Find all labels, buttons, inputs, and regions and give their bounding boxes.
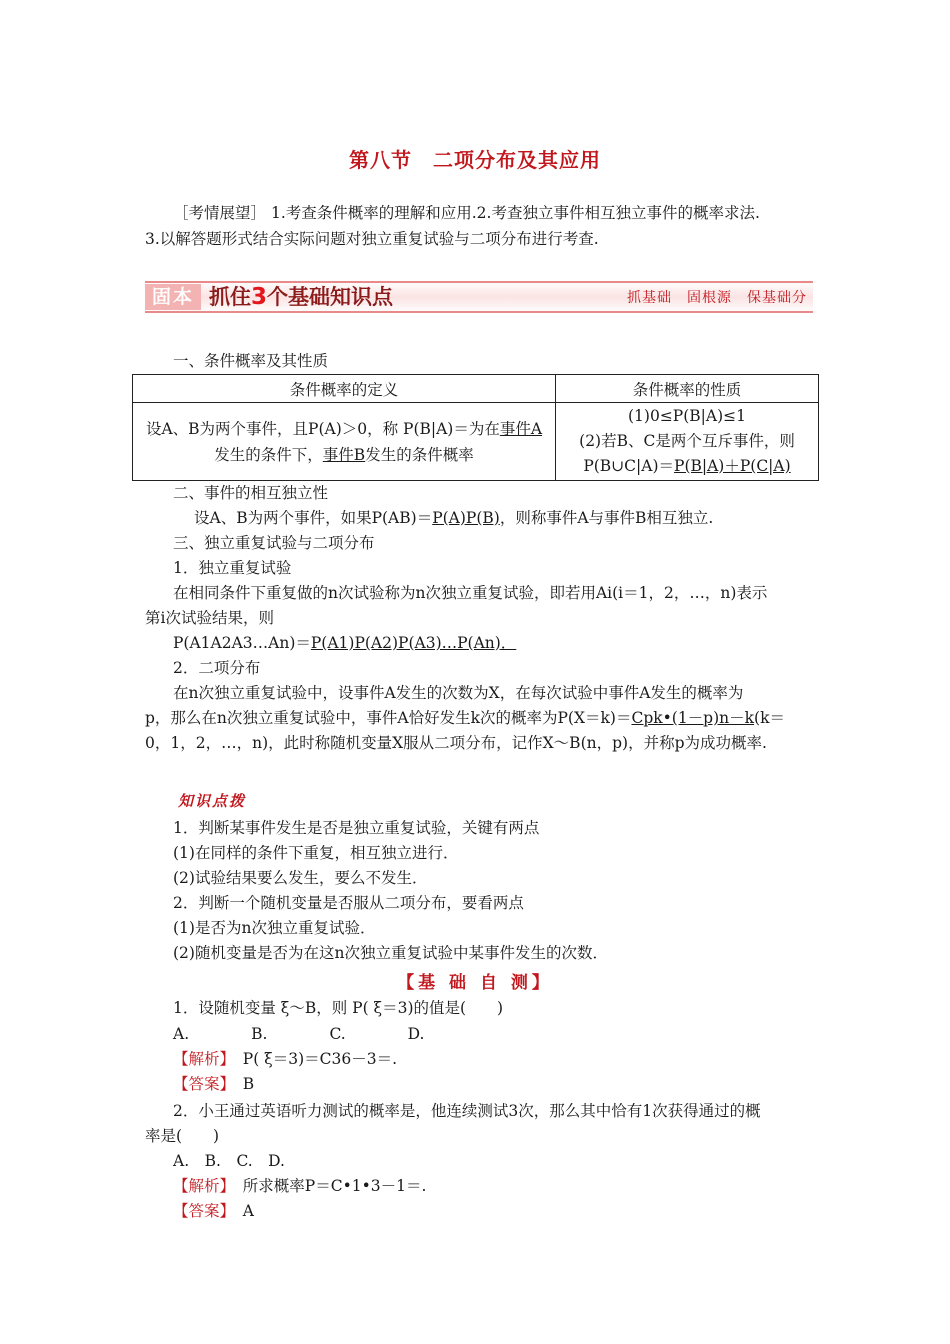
q2-stem-line1: 2．小王通过英语听力测试的概率是，他连续测试3次，那么其中恰有1次获得通过的概 [173,1102,761,1120]
sec3-sub1-heading: 1．独立重复试验 [173,559,292,577]
sec3-sub2-line2 [145,705,785,731]
q2-solution [173,1173,426,1199]
table-cell-definition [133,403,556,481]
tips-t2b: (2)随机变量是否为在这n次独立重复试验中某事件发生的次数． [173,944,608,962]
tips-t2a: (1)是否为n次独立重复试验． [173,919,376,937]
formula-pre: P(A1A2A3…An)＝ [173,634,311,652]
sec2-text-post: ，则称事件A与事件B相互独立. [499,509,714,527]
prop-line3-text: P(B∪C|A)＝ [583,457,675,475]
q1-solution-label: 【解析】 [173,1050,228,1068]
banner-motto: 抓基础 固根源 保基础分 [627,290,807,306]
formula-underlined: P(A1)P(A2)P(A3)…P(An)． [310,634,517,652]
def-line2-post: 发生的条件概率 [365,445,474,464]
tips-t1: 1．判断某事件发生是否是独立重复试验，关键有两点 [173,819,540,837]
q1-stem: 1．设随机变量 ξ～B，则 P( ξ＝3)的值是( ) [173,999,504,1017]
q1-solution-text: P( ξ＝3)＝C36－3＝. [242,1050,398,1068]
banner-head-num: 3 [251,284,268,310]
tips-label-text: 知识点拨 [178,792,247,810]
sec2-text-pre: 设A、B为两个事件，如果P(AB)＝ [194,509,433,527]
sec1-heading: 一、条件概率及其性质 [173,352,329,370]
banner-head-pre: 抓住 [209,285,251,309]
q2-stem-line2: 率是( ) [145,1127,220,1145]
def-line2-underlined: 事件B [322,445,366,464]
table-header-definition: 条件概率的定义 [133,375,556,403]
q1-options: A. B. C. D. [173,1025,425,1043]
selftest-heading: 【基 础 自 测】 [397,973,553,993]
def-line1-text: 设A、B为两个事件，且P(A)＞0，称 P(B|A)＝为在 [145,419,500,438]
q2-options: A. B. C. D. [173,1152,285,1170]
selftest-heading-wrap [0,968,950,993]
table-header-properties: 条件概率的性质 [556,375,819,403]
def-line1-underlined: 事件A [499,419,543,438]
exam-outlook-line2: 3.以解答题形式结合实际问题对独立重复试验与二项分布进行考查. [145,230,599,248]
q1-answer [173,1071,254,1097]
tips-t2: 2．判断一个随机变量是否服从二项分布，要看两点 [173,894,524,912]
sec2-text-underlined: P(A)P(B) [432,509,500,527]
q2-answer-label: 【答案】 [173,1202,228,1220]
q1-solution [173,1046,397,1072]
sec3-sub2-heading: 2．二项分布 [173,659,261,677]
sec2-text [194,505,713,531]
prop-line3 [562,454,812,479]
table-cell-properties [556,403,819,481]
sub2-line2-post: (k＝ [754,709,785,727]
prop-line2: (2)若B、C是两个互斥事件，则 [579,432,795,450]
def-line2-text: 发生的条件下， [214,445,323,464]
tips-t1b: (2)试验结果要么发生，要么不发生． [173,869,428,887]
sec3-sub1-line2: 第i次试验结果，则 [145,609,274,627]
exam-outlook-text1: 1.考查条件概率的理解和应用.2.考查独立事件相互独立事件的概率求法. [270,204,760,222]
page-title: 第八节 二项分布及其应用 [349,148,601,172]
prop-line1: (1)0≤P(B|A)≤1 [628,407,746,425]
sec3-sub2-line3: 0，1，2，…，n)，此时称随机变量X服从二项分布，记作X～B(n，p)，并称p为成功概率. [145,734,767,752]
q2-solution-label: 【解析】 [173,1177,228,1195]
tips-t1a: (1)在同样的条件下重复，相互独立进行． [173,844,459,862]
banner-head-post: 个基础知识点 [267,285,394,309]
sub2-line2-underlined: Cpk•(1－p)n－k [631,709,755,727]
q2-answer [173,1198,254,1224]
sec2-heading: 二、事件的相互独立性 [173,484,329,502]
q2-solution-text: 所求概率P＝C•1•3－1＝. [242,1177,427,1195]
banner-heading [209,283,393,311]
prop-line3-underlined: P(B|A)＋P(C|A) [674,457,791,475]
conditional-probability-table [132,374,819,481]
def-line2 [139,442,549,468]
exam-outlook-label: ［考情展望］ [173,204,267,222]
sec3-sub1-line1: 在相同条件下重复做的n次试验称为n次独立重复试验，即若用Ai(i＝1，2，…，n)表示 [173,584,768,602]
q2-answer-text: A [242,1202,254,1220]
section-banner [145,281,813,313]
banner-rule-bottom [145,311,813,313]
sec3-heading: 三、独立重复试验与二项分布 [173,534,375,552]
q1-answer-label: 【答案】 [173,1075,228,1093]
banner-tag: 固本 [145,284,201,310]
tips-label [178,790,246,811]
exam-outlook-line1 [173,200,760,226]
sec3-sub1-formula [173,630,516,656]
sub2-line2-pre: p，那么在n次独立重复试验中，事件A恰好发生k次的概率为P(X＝k)＝ [145,709,632,727]
sec3-sub2-line1: 在n次独立重复试验中，设事件A发生的次数为X，在每次试验中事件A发生的概率为 [173,684,744,702]
q1-answer-text: B [242,1075,255,1093]
def-line1 [139,416,549,442]
